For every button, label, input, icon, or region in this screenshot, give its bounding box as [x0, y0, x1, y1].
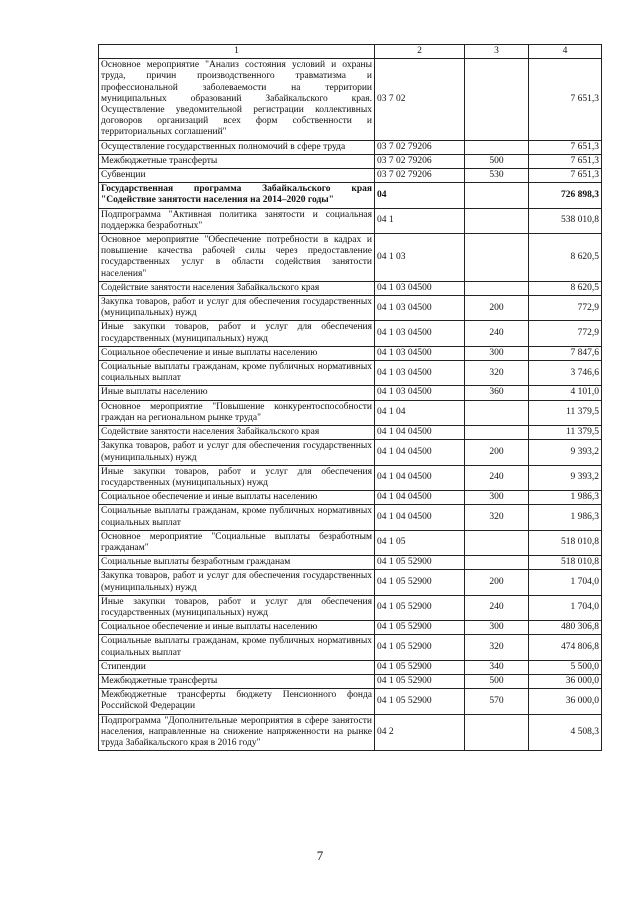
- table-body: [99, 59, 602, 751]
- table-row: [99, 570, 602, 595]
- cell-expense-type: [465, 208, 529, 233]
- cell-expense-type: [465, 530, 529, 555]
- cell-amount: 7 651,3: [529, 140, 602, 154]
- cell-name: Подпрограмма "Дополнительные мероприятия в сфере занятости населения, направленные на снижение напряженности на рынке труда Забайкальского края в 2016 году": [99, 714, 375, 751]
- cell-expense-type: 200: [465, 440, 529, 465]
- table-row: [99, 169, 602, 183]
- cell-amount: 7 651,3: [529, 154, 602, 168]
- cell-code: 03 7 02: [375, 59, 465, 140]
- table-header-row: [99, 45, 602, 59]
- page-number: 7: [316, 848, 324, 863]
- cell-code: 04 1 05 52900: [375, 689, 465, 714]
- table-row: [99, 140, 602, 154]
- cell-code: 04: [375, 183, 465, 208]
- cell-code: 04 1 04 04500: [375, 465, 465, 490]
- budget-table: [98, 44, 602, 751]
- cell-code: 04 1 03 04500: [375, 321, 465, 346]
- cell-amount: 518 010,8: [529, 530, 602, 555]
- cell-code: 04 1 03 04500: [375, 296, 465, 321]
- cell-name: Содействие занятости населения Забайкальского края: [99, 426, 375, 440]
- cell-name: Основное мероприятие "Обеспечение потребности в кадрах и повышение качества рабочей силы через предоставление государственных услуг в области содействия занятости населения": [99, 234, 375, 282]
- table-row: [99, 59, 602, 140]
- cell-code: 04 1 03 04500: [375, 346, 465, 360]
- cell-expense-type: 570: [465, 689, 529, 714]
- cell-code: 04 1 04 04500: [375, 426, 465, 440]
- cell-name: Социальные выплаты гражданам, кроме публичных нормативных социальных выплат: [99, 361, 375, 386]
- cell-amount: 11 379,5: [529, 400, 602, 425]
- cell-amount: 36 000,0: [529, 689, 602, 714]
- cell-amount: 9 393,2: [529, 465, 602, 490]
- cell-amount: 3 746,6: [529, 361, 602, 386]
- table-row: [99, 505, 602, 530]
- cell-amount: 36 000,0: [529, 674, 602, 688]
- cell-expense-type: [465, 556, 529, 570]
- cell-name: Социальные выплаты гражданам, кроме публичных нормативных социальных выплат: [99, 505, 375, 530]
- cell-amount: 772,9: [529, 321, 602, 346]
- cell-code: 04 1 05 52900: [375, 635, 465, 660]
- cell-expense-type: [465, 59, 529, 140]
- column-header-code: 2: [375, 45, 465, 59]
- cell-code: 04 1: [375, 208, 465, 233]
- cell-expense-type: 300: [465, 621, 529, 635]
- column-header-amount: 4: [529, 45, 602, 59]
- cell-name: Основное мероприятие "Повышение конкурентоспособности граждан на региональном рынке труда": [99, 400, 375, 425]
- column-header-name: 1: [99, 45, 375, 59]
- cell-code: 04 1 05 52900: [375, 595, 465, 620]
- cell-name: Социальное обеспечение и иные выплаты населению: [99, 491, 375, 505]
- cell-amount: 5 500,0: [529, 660, 602, 674]
- cell-name: Межбюджетные трансферты бюджету Пенсионного фонда Российской Федерации: [99, 689, 375, 714]
- table-row: [99, 296, 602, 321]
- cell-expense-type: [465, 234, 529, 282]
- cell-amount: 1 986,3: [529, 505, 602, 530]
- table-row: [99, 183, 602, 208]
- table-row: [99, 361, 602, 386]
- cell-code: 04 1 04 04500: [375, 491, 465, 505]
- cell-amount: 7 651,3: [529, 59, 602, 140]
- cell-code: 03 7 02 79206: [375, 169, 465, 183]
- cell-name: Иные закупки товаров, работ и услуг для обеспечения государственных (муниципальных) нужд: [99, 321, 375, 346]
- cell-code: 04 1 03 04500: [375, 361, 465, 386]
- table-row: [99, 660, 602, 674]
- cell-code: 04 1 05 52900: [375, 674, 465, 688]
- cell-code: 04 1 04 04500: [375, 505, 465, 530]
- cell-name: Иные закупки товаров, работ и услуг для обеспечения государственных (муниципальных) нужд: [99, 595, 375, 620]
- table-row: [99, 400, 602, 425]
- cell-amount: 4 508,3: [529, 714, 602, 751]
- table-row: [99, 208, 602, 233]
- cell-code: 04 1 04 04500: [375, 440, 465, 465]
- cell-expense-type: [465, 183, 529, 208]
- cell-expense-type: 240: [465, 595, 529, 620]
- table-row: [99, 491, 602, 505]
- cell-amount: 8 620,5: [529, 234, 602, 282]
- cell-name: Социальные выплаты гражданам, кроме публичных нормативных социальных выплат: [99, 635, 375, 660]
- cell-name: Стипендии: [99, 660, 375, 674]
- cell-code: 03 7 02 79206: [375, 140, 465, 154]
- cell-expense-type: [465, 714, 529, 751]
- cell-code: 04 1 05: [375, 530, 465, 555]
- cell-amount: 1 704,0: [529, 595, 602, 620]
- cell-expense-type: 320: [465, 635, 529, 660]
- cell-code: 04 1 04: [375, 400, 465, 425]
- cell-name: Социальное обеспечение и иные выплаты населению: [99, 621, 375, 635]
- table-row: [99, 386, 602, 400]
- cell-name: Межбюджетные трансферты: [99, 154, 375, 168]
- cell-expense-type: 340: [465, 660, 529, 674]
- cell-expense-type: 360: [465, 386, 529, 400]
- table-row: [99, 281, 602, 295]
- cell-expense-type: 320: [465, 505, 529, 530]
- table-row: [99, 689, 602, 714]
- cell-expense-type: 300: [465, 491, 529, 505]
- cell-amount: 7 651,3: [529, 169, 602, 183]
- cell-name: Закупка товаров, работ и услуг для обеспечения государственных (муниципальных) нужд: [99, 570, 375, 595]
- table-row: [99, 321, 602, 346]
- table-row: [99, 674, 602, 688]
- cell-expense-type: 500: [465, 674, 529, 688]
- table-row: [99, 714, 602, 751]
- cell-expense-type: 500: [465, 154, 529, 168]
- table-row: [99, 234, 602, 282]
- cell-name: Государственная программа Забайкальского края "Содействие занятости населения на 2014–2020 годы": [99, 183, 375, 208]
- cell-amount: 1 704,0: [529, 570, 602, 595]
- cell-name: Социальное обеспечение и иные выплаты населению: [99, 346, 375, 360]
- cell-code: 03 7 02 79206: [375, 154, 465, 168]
- cell-expense-type: 530: [465, 169, 529, 183]
- cell-amount: 7 847,6: [529, 346, 602, 360]
- cell-amount: 474 806,8: [529, 635, 602, 660]
- table-row: [99, 426, 602, 440]
- cell-amount: 9 393,2: [529, 440, 602, 465]
- cell-expense-type: [465, 281, 529, 295]
- cell-expense-type: [465, 140, 529, 154]
- cell-amount: 4 101,0: [529, 386, 602, 400]
- table-row: [99, 346, 602, 360]
- cell-code: 04 1 03: [375, 234, 465, 282]
- cell-expense-type: [465, 426, 529, 440]
- cell-name: Закупка товаров, работ и услуг для обеспечения государственных (муниципальных) нужд: [99, 440, 375, 465]
- cell-amount: 480 306,8: [529, 621, 602, 635]
- cell-name: Закупка товаров, работ и услуг для обеспечения государственных (муниципальных) нужд: [99, 296, 375, 321]
- cell-name: Социальные выплаты безработным гражданам: [99, 556, 375, 570]
- cell-name: Иные закупки товаров, работ и услуг для обеспечения государственных (муниципальных) нужд: [99, 465, 375, 490]
- table-row: [99, 621, 602, 635]
- cell-expense-type: 320: [465, 361, 529, 386]
- table-row: [99, 465, 602, 490]
- cell-name: Субвенции: [99, 169, 375, 183]
- cell-amount: 518 010,8: [529, 556, 602, 570]
- cell-amount: 11 379,5: [529, 426, 602, 440]
- cell-name: Иные выплаты населению: [99, 386, 375, 400]
- cell-code: 04 1 03 04500: [375, 281, 465, 295]
- cell-name: Осуществление государственных полномочий в сфере труда: [99, 140, 375, 154]
- cell-name: Подпрограмма "Активная политика занятости и социальная поддержка безработных": [99, 208, 375, 233]
- table-row: [99, 595, 602, 620]
- cell-name: Содействие занятости населения Забайкальского края: [99, 281, 375, 295]
- cell-expense-type: 300: [465, 346, 529, 360]
- cell-expense-type: 240: [465, 321, 529, 346]
- cell-expense-type: 200: [465, 570, 529, 595]
- table-row: [99, 440, 602, 465]
- cell-name: Основное мероприятие "Анализ состояния условий и охраны труда, причин производственного травматизма и профессиональной заболеваемости на территории муниципальных образований Забайкальского края. Осуществление уведомительной регистрации коллективных договоров организаций всех форм собственности и территориальных соглашений": [99, 59, 375, 140]
- cell-name: Межбюджетные трансферты: [99, 674, 375, 688]
- cell-amount: 1 986,3: [529, 491, 602, 505]
- cell-expense-type: [465, 400, 529, 425]
- table-row: [99, 530, 602, 555]
- table-row: [99, 556, 602, 570]
- cell-amount: 8 620,5: [529, 281, 602, 295]
- table-row: [99, 635, 602, 660]
- cell-code: 04 1 05 52900: [375, 570, 465, 595]
- cell-code: 04 1 03 04500: [375, 386, 465, 400]
- column-header-expense-type: 3: [465, 45, 529, 59]
- cell-code: 04 1 05 52900: [375, 556, 465, 570]
- cell-code: 04 2: [375, 714, 465, 751]
- cell-expense-type: 200: [465, 296, 529, 321]
- cell-amount: 538 010,8: [529, 208, 602, 233]
- cell-amount: 772,9: [529, 296, 602, 321]
- cell-name: Основное мероприятие "Социальные выплаты безработным гражданам": [99, 530, 375, 555]
- cell-code: 04 1 05 52900: [375, 621, 465, 635]
- cell-code: 04 1 05 52900: [375, 660, 465, 674]
- cell-amount: 726 898,3: [529, 183, 602, 208]
- table-row: [99, 154, 602, 168]
- cell-expense-type: 240: [465, 465, 529, 490]
